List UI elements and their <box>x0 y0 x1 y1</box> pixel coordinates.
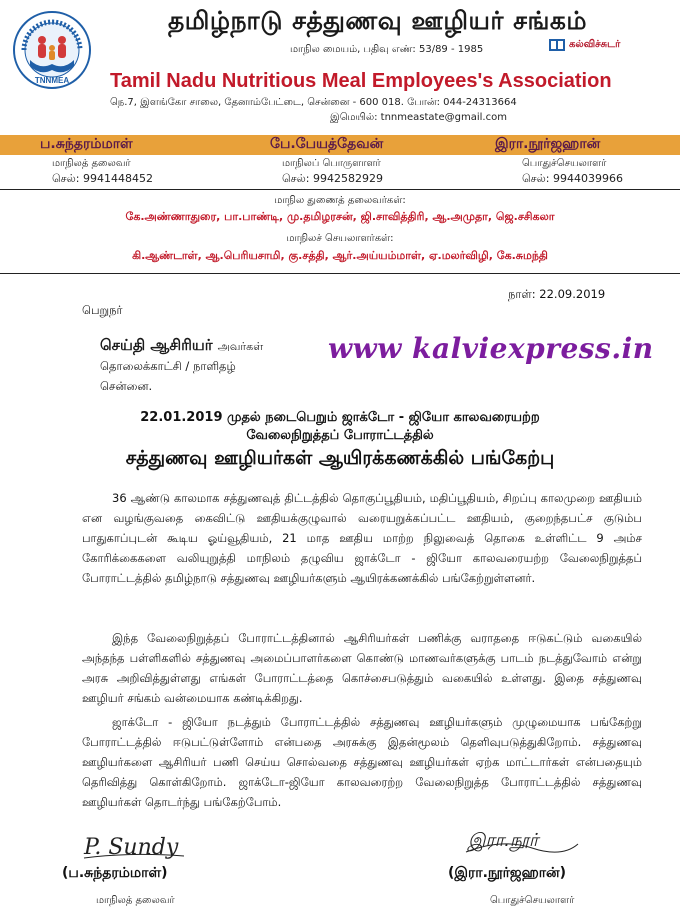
president-signature <box>80 828 190 864</box>
subject-line-1: 22.01.2019 முதல் நடைபெறும் ஜாக்டோ - ஜியோ காலவரையற்ற <box>140 410 540 425</box>
officer-name-president: ப.சுந்தரம்மாள் <box>40 136 133 152</box>
association-title-english: Tamil Nadu Nutritious Meal Employees's Association <box>110 70 612 92</box>
paragraph-3: ஜாக்டோ - ஜியோ நடத்தும் போராட்டத்தில் சத்துணவு ஊழியர்களும் முழுமையாக பங்கேற்று போராட்டத்தில் ஈடுபட்டுள்ளோம் என்பதை அரசுக்கு இதன்மூலம் தெளிவுபடுத்துகிறோம். சத்துணவு ஊழியர்களை ஆசிரியர் பணி செய்ய சொல்வதை சத்துணவு ஊழியர்கள் ஏற்க மாட்டார்கள் என்பதையும் தெரிவித்து கொள்கிறோம். ஜாக்டோ-ஜியோ காலவரைற்ற வேலைநிறுத்த போராட்டத்தில் சத்துணவு ஊழியர்கள் தொடர்ந்து பங்கேற்போம். <box>82 715 642 809</box>
secretaries-label: மாநிலச் செயலாளர்கள்: <box>286 233 394 244</box>
signature-text: இரா.நூர் <box>468 830 539 851</box>
kalvisudar-label: கல்விச்சுடர் <box>569 39 621 50</box>
officer-name-general-secretary: இரா.நூர்ஜஹான் <box>495 136 601 152</box>
paragraph-2: இந்த வேலைநிறுத்தப் போராட்டத்தினால் ஆசிரியர்கள் பணிக்கு வராததை ஈடுகட்டும் வகையில் அந்தந்த பள்ளிகளில் சத்துணவு அமைப்பாளர்களை கொண்டு மாணவர்களுக்கு பாடம் நடத்துவோம் என்று அரசு அறிவித்துள்ளது எங்கள் போராட்டத்தை கொச்சைபடுத்தும் வகையில் உள்ளது. இதை சத்துணவு ஊழியர் சங்கம் வன்மையாக கண்டிக்கிறது. <box>82 631 642 705</box>
headline: சத்துணவு ஊழியர்கள் ஆயிரக்கணக்கில் பங்கேற்பு <box>125 447 555 469</box>
officer-role-treasurer: மாநிலப் பொருளாளர் <box>282 158 381 169</box>
officer-phone-general-secretary: செல்: 9944039966 <box>522 172 623 185</box>
recipient-line-2: தொலைக்காட்சி / நாளிதழ் <box>100 359 236 373</box>
address-line: நெ.7, இளங்கோ சாலை, தேனாம்பேட்டை, சென்னை - 600 018. போன்: 044-24313664 <box>110 97 517 108</box>
officer-role-general-secretary: பொதுச்செயலாளர் <box>522 158 607 169</box>
signature-role-president: மாநிலத் தலைவர் <box>96 895 175 906</box>
logo-text: TNNMEA <box>34 76 70 85</box>
recipient-line-3: சென்னை. <box>100 379 153 393</box>
book-icon <box>548 38 566 52</box>
divider <box>0 273 680 274</box>
recipient-suffix: அவர்கள் <box>217 340 264 353</box>
subject-line-2: வேலைநிறுத்தப் போராட்டத்தில் <box>246 428 434 443</box>
officer-phone-president: செல்: 9941448452 <box>52 172 153 185</box>
letter-date: நாள்: 22.09.2019 <box>508 287 606 301</box>
paragraph-1: 36 ஆண்டு காலமாக சத்துணவுத் திட்டத்தில் தொகுப்பூதியம், மதிப்பூதியம், சிறப்பு காலமுறை ஊதியம் என வழங்குவதை கைவிட்டு ஊதியக்குழுவால் வரையறுக்கப்பட்ட ஊதியம், குறைந்தபட்ச குடும்ப பாதுகாப்புடன் கூடிய ஓய்வூதியம், 21 மாத ஊதிய மாற்ற நிலுவைத் தொகை உள்ளிட்ட 9 அம்ச கோரிக்கைகளை வலியுறுத்தி மாநிலம் தழுவிய ஜாக்டோ - ஜியோ காலவரையற்ற வேலைநிறுத்தப் போராட்டத்தில் தமிழ்நாடு சத்துணவு ஊழியர்களும் ஆயிரக்கணக்கில் பங்கேற்றுள்ளனர். <box>82 491 642 585</box>
recipient-label: பெறுநர் <box>82 303 123 317</box>
association-logo <box>12 8 92 100</box>
officer-name-treasurer: பே.பேயத்தேவன் <box>270 136 384 152</box>
recipient-name: செய்தி ஆசிரியர் <box>100 336 213 354</box>
signature-role-general-secretary: பொதுச்செயலாளர் <box>490 895 575 906</box>
kalvisudar-badge <box>548 38 620 52</box>
vice-presidents-names: கே.அண்ணாதுரை, பா.பாண்டி, மு.தமிழரசன், ஜி.சாவித்திரி, ஆ.அமுதா, ஜெ.சசிகலா <box>125 210 555 223</box>
signature-name-president: (ப.சுந்தரம்மாள்) <box>62 865 168 881</box>
association-title-tamil: தமிழ்நாடு சத்துணவு ஊழியர் சங்கம் <box>168 6 588 35</box>
recipient-line-1 <box>100 335 263 356</box>
vice-presidents-label: மாநில துணைத் தலைவர்கள்: <box>274 195 406 206</box>
officer-phone-treasurer: செல்: 9942582929 <box>282 172 383 185</box>
signature-name-general-secretary: (இரா.நூர்ஜஹான்) <box>448 865 567 881</box>
email-line: இமெயில்: tnnmeastate@gmail.com <box>330 112 507 123</box>
general-secretary-signature <box>462 818 582 862</box>
signature-text: P. Sundy <box>84 835 179 860</box>
secretaries-names: கி.ஆண்டாள், ஆ.பெரியசாமி, கு.சத்தி, ஆர்.அய்யம்மாள், ஏ.மலர்விழி, கே.சுமந்தி <box>132 249 548 262</box>
registration-line: மாநில மையம், பதிவு எண்: 53/89 - 1985 <box>290 44 484 55</box>
divider <box>0 189 680 190</box>
website-watermark: www kalviexpress.in <box>328 332 654 365</box>
officer-role-president: மாநிலத் தலைவர் <box>52 158 131 169</box>
